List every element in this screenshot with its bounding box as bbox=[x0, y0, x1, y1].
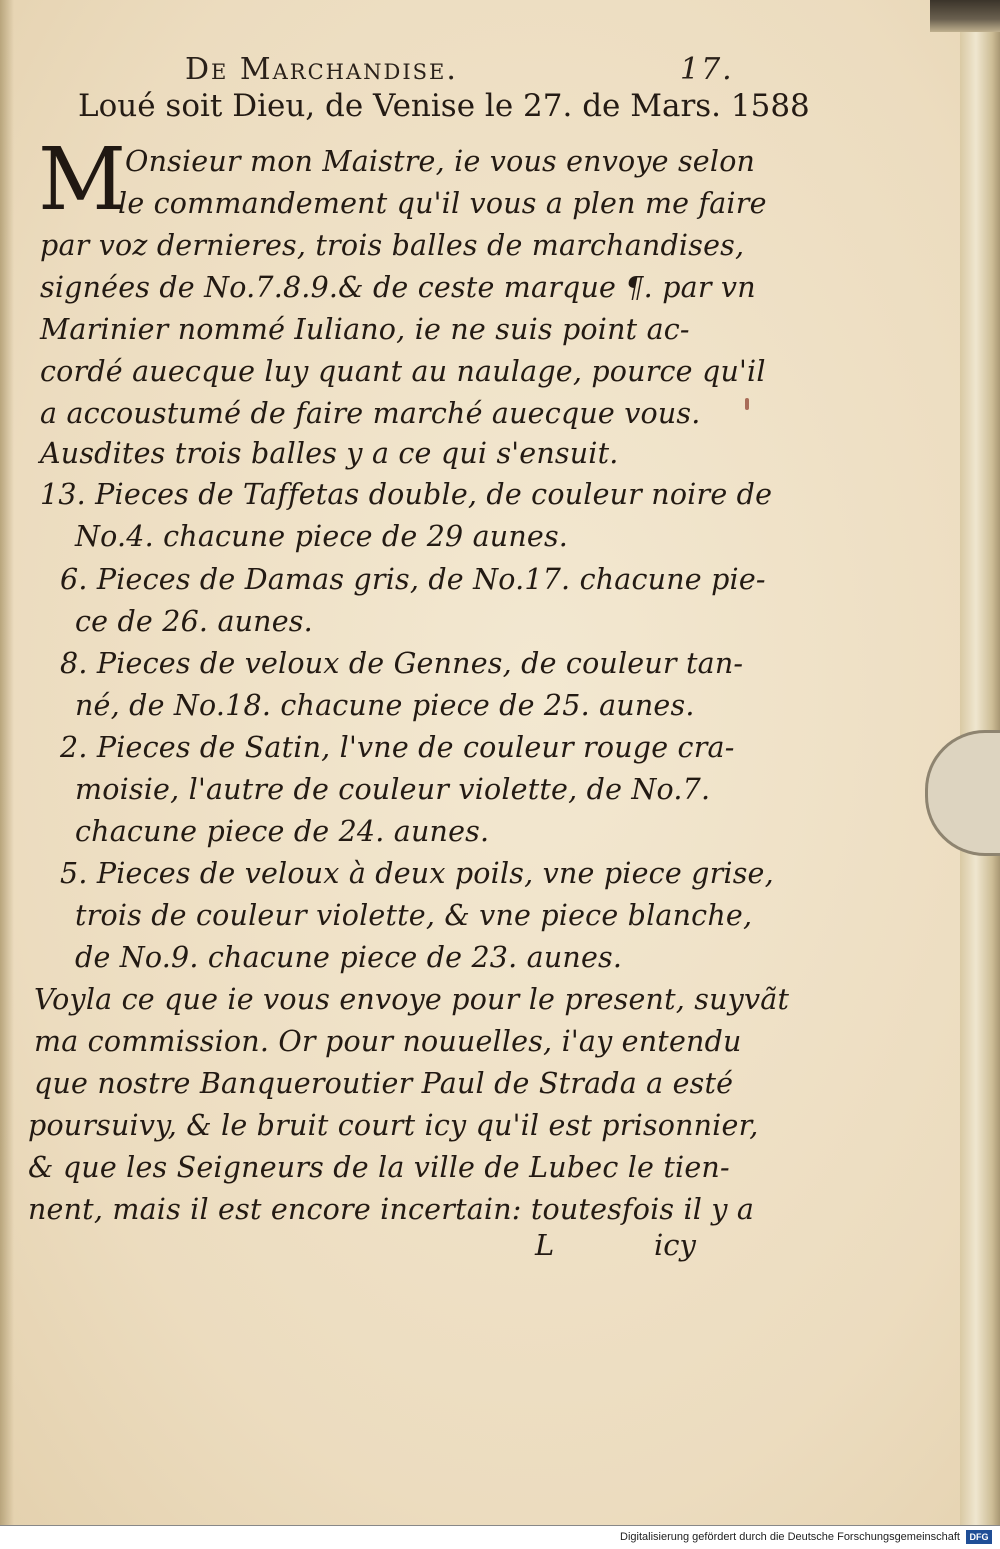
page-gutter-shadow bbox=[0, 0, 14, 1525]
running-head bbox=[185, 50, 734, 90]
text-line: Voyla ce que ie vous envoye pour le present, suyvãt bbox=[34, 983, 790, 1016]
list-item-line: de No.9. chacune piece de 23. aunes. bbox=[75, 941, 623, 974]
text-line: par voz dernieres, trois balles de marchandises, bbox=[40, 229, 745, 262]
list-item-line: trois de couleur violette, & vne piece blanche, bbox=[75, 899, 753, 932]
funding-credit: Digitalisierung gefördert durch die Deutsche Forschungsgemeinschaft bbox=[620, 1531, 960, 1543]
text-line: a accoustumé de faire marché auecque vous. bbox=[40, 397, 701, 430]
list-item-line: 2. Pieces de Satin, l'vne de couleur rouge cra- bbox=[60, 731, 735, 764]
text-line: & que les Seigneurs de la ville de Lubec le tien- bbox=[28, 1151, 730, 1184]
text-line: que nostre Banqueroutier Paul de Strada a esté bbox=[34, 1067, 734, 1100]
text-line: poursuivy, & le bruit court icy qu'il est prisonnier, bbox=[28, 1109, 759, 1142]
text-line: le commandement qu'il vous a plen me faire bbox=[118, 187, 767, 220]
text-line: Marinier nommé Iuliano, ie ne suis point ac- bbox=[40, 313, 690, 346]
list-item-line: 6. Pieces de Damas gris, de No.17. chacune pie- bbox=[60, 563, 766, 596]
list-item-line: moisie, l'autre de couleur violette, de No.7. bbox=[75, 773, 711, 806]
catchword: icy bbox=[654, 1228, 696, 1262]
signature-mark: L bbox=[535, 1228, 555, 1262]
text-line: cordé auecque luy quant au naulage, pource qu'il bbox=[40, 355, 766, 388]
binding-edge bbox=[930, 0, 1000, 32]
list-item-line: ce de 26. aunes. bbox=[75, 605, 313, 638]
text-line: signées de No.7.8.9.& de ceste marque ¶. par vn bbox=[40, 271, 756, 304]
ink-smudge bbox=[745, 398, 749, 410]
page-number: 17. bbox=[680, 52, 734, 87]
list-item-line: No.4. chacune piece de 29 aunes. bbox=[75, 520, 569, 553]
list-item-line: 8. Pieces de veloux de Gennes, de couleur tan- bbox=[60, 647, 744, 680]
text-line: ma commission. Or pour nouuelles, i'ay entendu bbox=[34, 1025, 742, 1058]
list-item-line: 5. Pieces de veloux à deux poils, vne piece grise, bbox=[60, 857, 774, 890]
list-item-line: chacune piece de 24. aunes. bbox=[75, 815, 490, 848]
text-line: Ausdites trois balles y a ce qui s'ensuit. bbox=[40, 437, 619, 470]
list-item-line: 13. Pieces de Taffetas double, de couleur noire de bbox=[40, 478, 773, 511]
footer-bar bbox=[0, 1525, 1000, 1549]
drop-cap: M bbox=[38, 130, 127, 230]
dfg-logo-icon: DFG bbox=[966, 1530, 992, 1544]
text-line: nent, mais il est encore incertain: toutesfois il y a bbox=[28, 1193, 755, 1226]
running-head-title: De Marchandise. bbox=[185, 52, 458, 87]
list-item-line: né, de No.18. chacune piece de 25. aunes. bbox=[75, 689, 695, 722]
dateline: Loué soit Dieu, de Venise le 27. de Mars. 1588 bbox=[78, 88, 810, 124]
text-line: Onsieur mon Maistre, ie vous envoye selon bbox=[125, 145, 756, 178]
